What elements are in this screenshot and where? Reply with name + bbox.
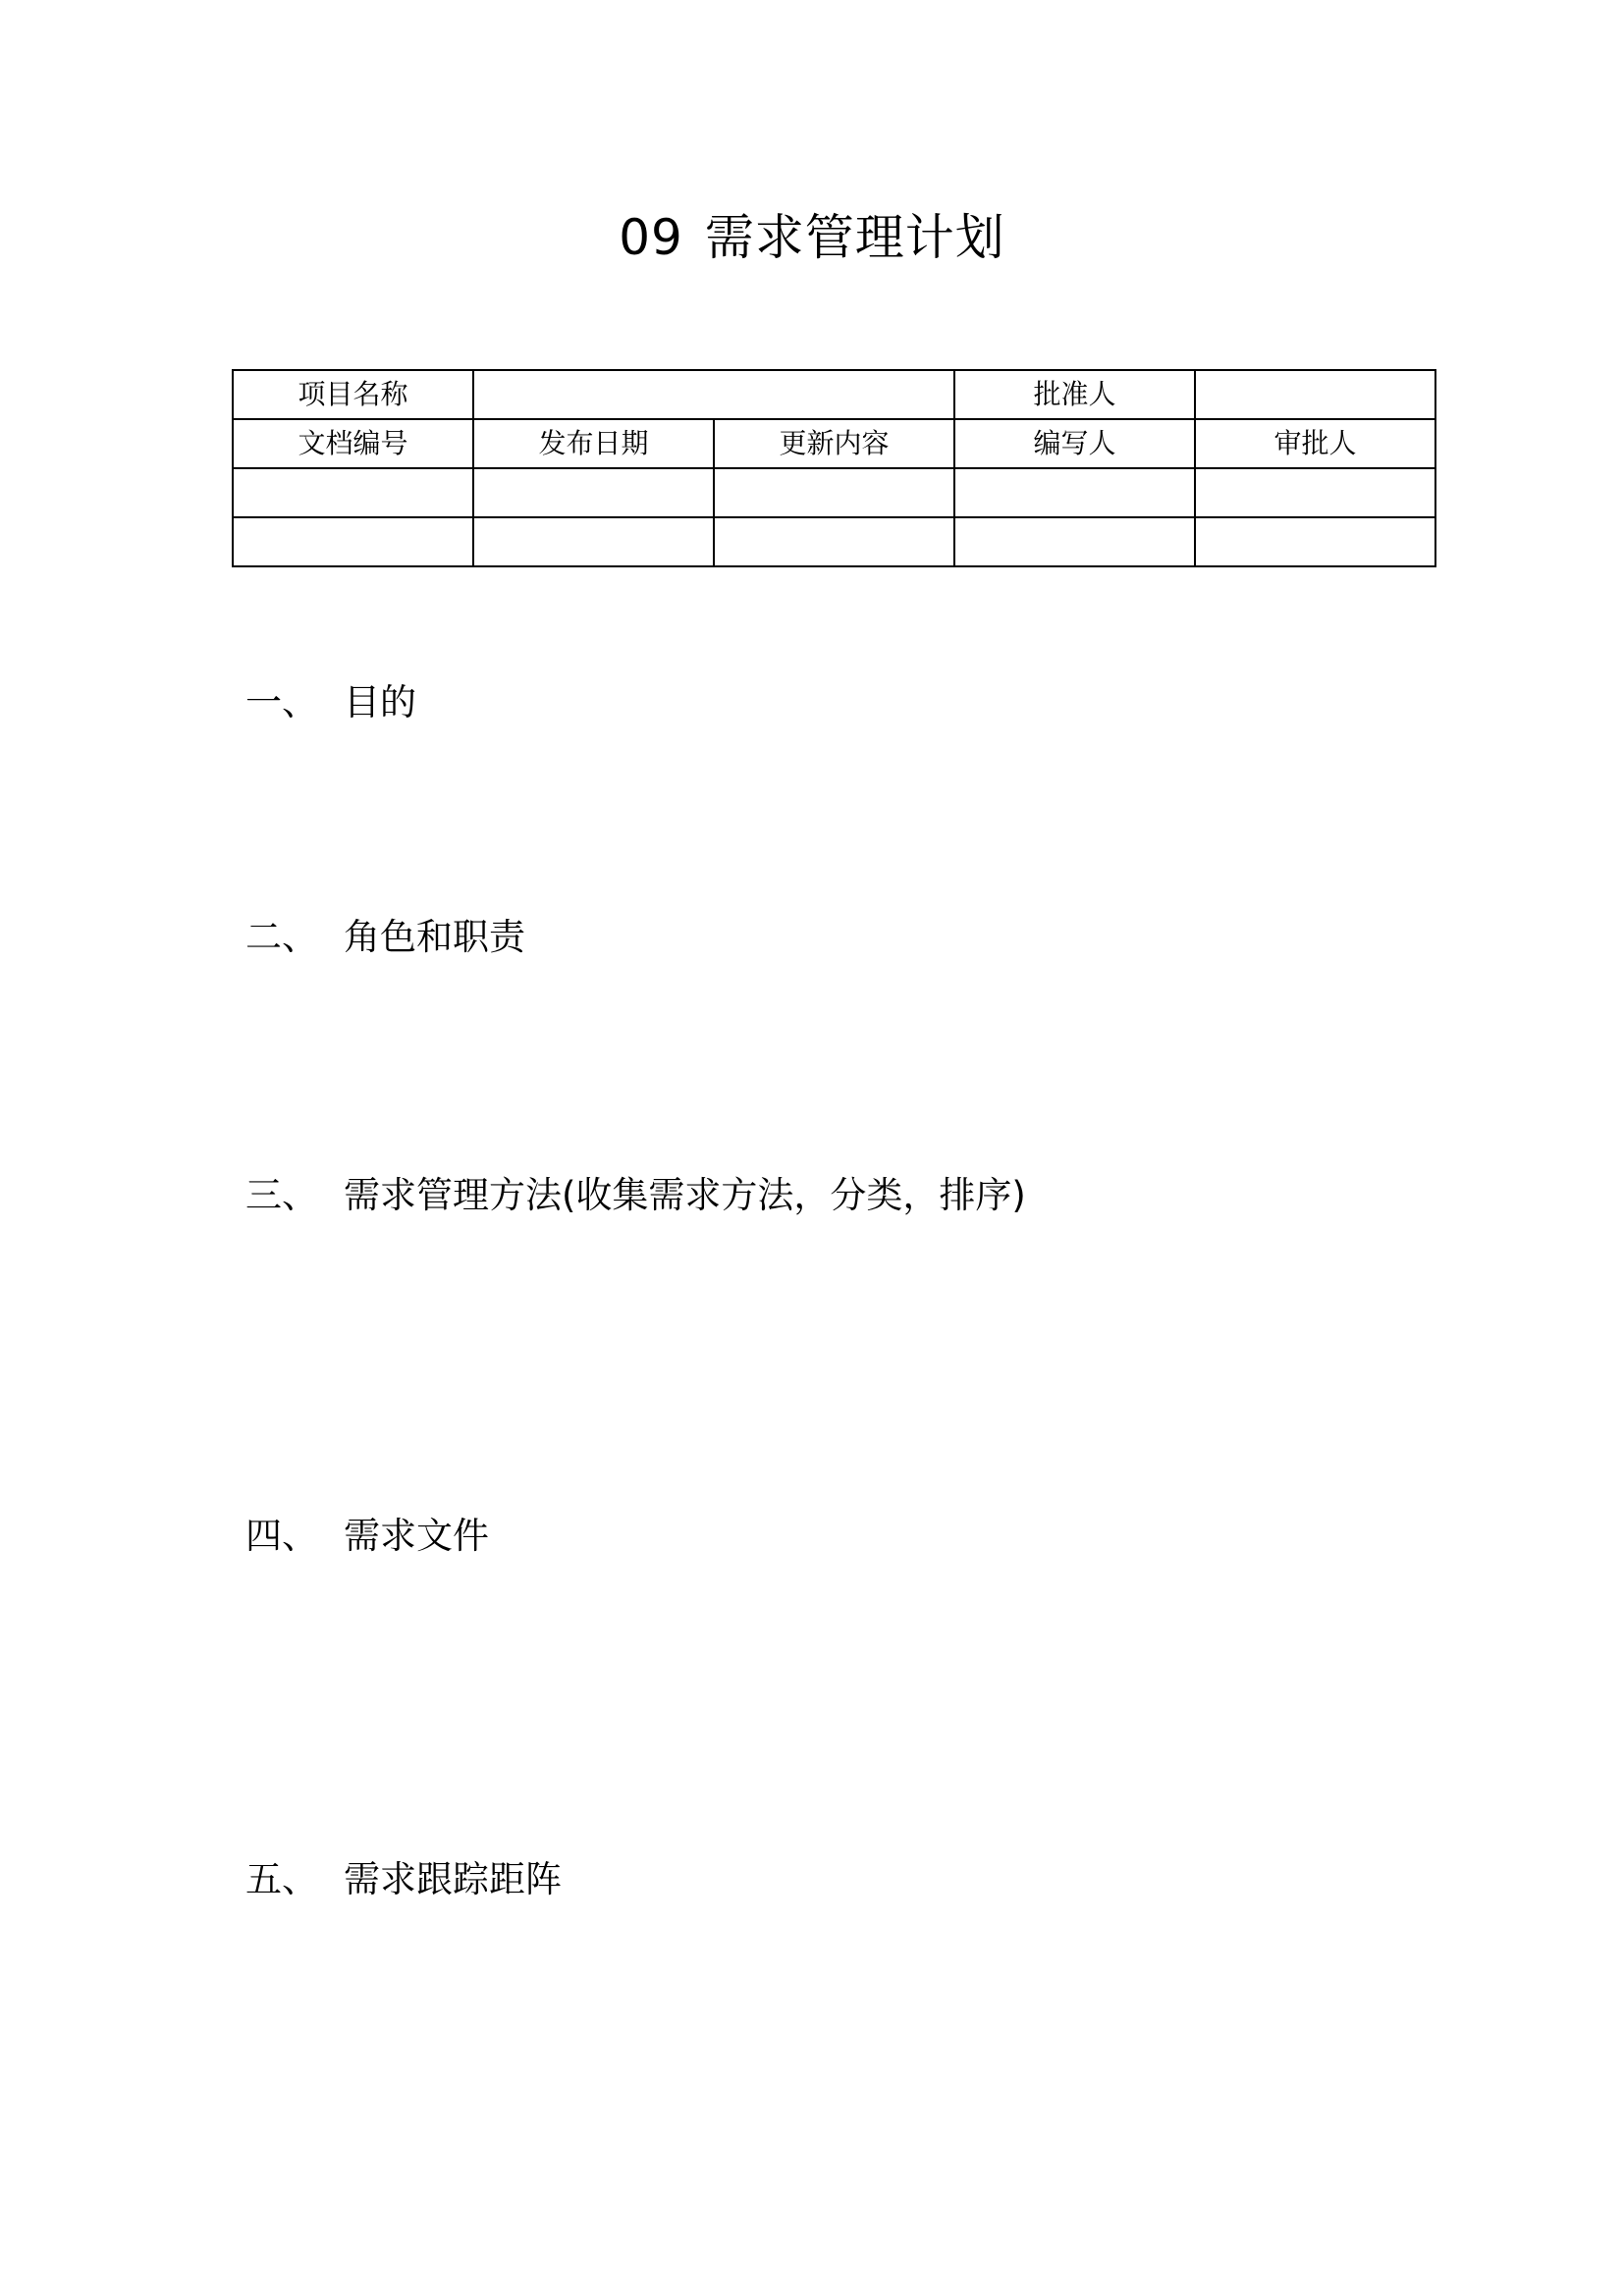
section-title: 目的 (344, 681, 416, 723)
title-number: 09 (619, 209, 683, 266)
table-cell[interactable] (473, 468, 714, 517)
column-header-release-date: 发布日期 (473, 419, 714, 468)
table-cell[interactable] (233, 468, 473, 517)
section-heading-methods (245, 1168, 1026, 1223)
approver-label: 批准人 (954, 370, 1195, 419)
section-title: 需求文件 (344, 1515, 489, 1557)
table-cell[interactable] (1195, 517, 1435, 566)
table-row (233, 370, 1435, 419)
table-row (233, 468, 1435, 517)
table-cell[interactable] (954, 468, 1195, 517)
section-heading-documents (245, 1509, 489, 1564)
section-number: 二、 (245, 916, 318, 958)
section-number: 四、 (245, 1515, 318, 1557)
column-header-reviewer: 审批人 (1195, 419, 1435, 468)
table-cell[interactable] (473, 517, 714, 566)
section-number: 三、 (245, 1174, 318, 1216)
section-heading-roles (245, 910, 525, 965)
column-header-author: 编写人 (954, 419, 1195, 468)
table-cell[interactable] (714, 517, 954, 566)
table-cell[interactable] (954, 517, 1195, 566)
section-number: 一、 (245, 681, 318, 723)
section-number: 五、 (245, 1858, 318, 1900)
table-header-row (233, 419, 1435, 468)
section-heading-purpose (245, 675, 416, 730)
table-cell[interactable] (714, 468, 954, 517)
table-cell[interactable] (233, 517, 473, 566)
section-heading-traceability-matrix (245, 1852, 562, 1907)
section-title: 角色和职责 (344, 916, 525, 958)
approver-value[interactable] (1195, 370, 1435, 419)
document-info-table (232, 369, 1436, 567)
section-title: 需求管理方法(收集需求方法，分类，排序) (344, 1174, 1026, 1216)
title-text: 需求管理计划 (704, 209, 1005, 266)
column-header-doc-number: 文档编号 (233, 419, 473, 468)
table-row (233, 517, 1435, 566)
table-cell[interactable] (1195, 468, 1435, 517)
page-title (0, 208, 1624, 267)
project-name-label: 项目名称 (233, 370, 473, 419)
column-header-update-content: 更新内容 (714, 419, 954, 468)
project-name-value[interactable] (473, 370, 954, 419)
section-title: 需求跟踪距阵 (344, 1858, 562, 1900)
